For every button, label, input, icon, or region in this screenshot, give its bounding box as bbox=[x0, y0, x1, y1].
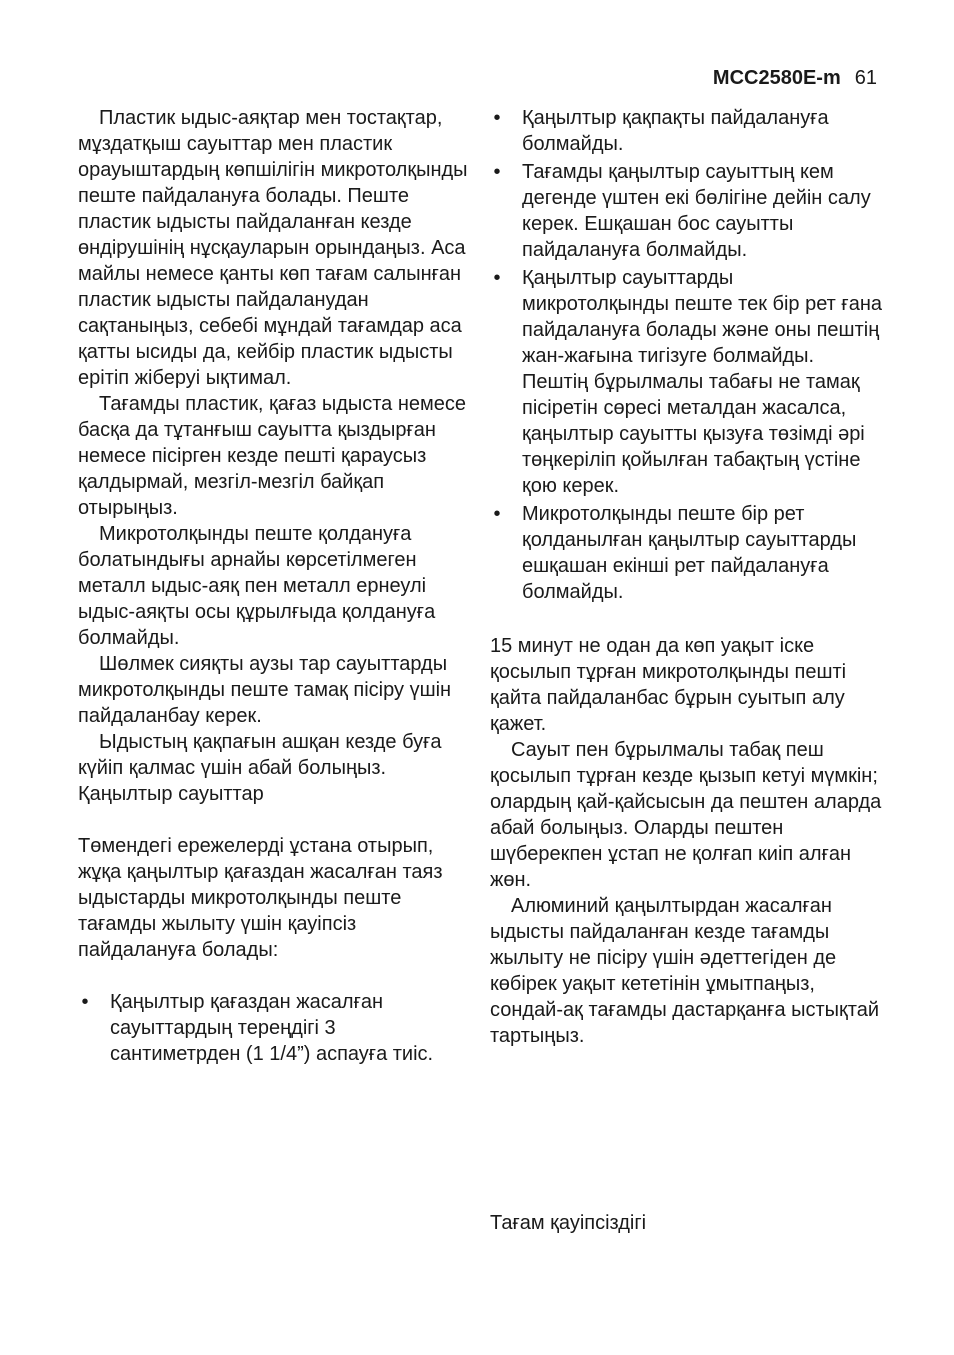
bullet-icon: • bbox=[493, 267, 501, 289]
cool-down-paragraph: 15 минут не одан да көп уақыт іске қосылып тұрған микротолқынды пешті қайта пайдаланбас бұрын суытып алу қажет. bbox=[490, 635, 847, 735]
list-item bbox=[490, 105, 885, 157]
list-item-text: Микротолқынды пеште бір рет қолданылған қаңылтыр сауыттарды ешқашан екінші рет пайдалануға болмайды. bbox=[522, 503, 857, 603]
hot-turntable-paragraph: Сауыт пен бұрылмалы табақ пеш қосылып тұрған кезде қызып кетуі мүмкін; олардың қай-қайсысын да пештен аларда абай болыңыз. Оларды пештен шүберекпен ұстап не қолғап киіп алған жөн. bbox=[490, 739, 882, 891]
list-item bbox=[490, 265, 885, 499]
foil-rules-list-right bbox=[490, 105, 885, 605]
page-number: 61 bbox=[854, 67, 877, 89]
bullet-icon: • bbox=[493, 503, 501, 525]
foil-rules-intro-paragraph: Төмендегі ережелерді ұстана отырып, жұқа қаңылтыр қағаздан жасалған таяз ыдыстарды микротолқынды пеште тағамды жылыту үшін қауіпсіз пайдалануға болады: bbox=[78, 835, 443, 961]
metal-dishes-paragraph: Микротолқынды пеште қолдануға болатындығы арнайы көрсетілмеген металл ыдыс-аяқ пен металл ернеулі ыдыс-аяқты осы құрылғыда қолдануға болмайды. bbox=[78, 523, 436, 649]
spacer bbox=[78, 963, 468, 989]
list-item bbox=[490, 501, 885, 605]
left-column bbox=[78, 105, 468, 1069]
narrow-neck-paragraph: Шөлмек сияқты аузы тар сауыттарды микротолқынды пеште тамақ пісіру үшін пайдаланбау керек. bbox=[78, 653, 452, 727]
plastic-containers-paragraph: Пластик ыдыс-аяқтар мен тостақтар, мұздатқыш сауыттар мен пластик орауыштардың көпшілігін микротолқынды пеште пайдалануға болады. Пеште пластик ыдысты пайдаланған кезде өндірушінің нұсқауларын орындаңыз. Аса майлы немесе қанты көп тағам салынған пластик ыдысты пайдаланудан сақтаныңыз, себебі мұндай тағамдар аса қатты ысиды да, кейбір пластик ыдысты ерітіп жіберуі ықтимал. bbox=[78, 107, 468, 389]
model-number: MCC2580E-m bbox=[712, 67, 841, 89]
right-column bbox=[490, 105, 885, 1049]
section-heading-foil-containers: Қаңылтыр сауыттар bbox=[78, 783, 264, 805]
foil-rules-list-left bbox=[78, 989, 468, 1067]
list-item-text: Қаңылтыр қағаздан жасалған сауыттардың тереңдігі 3 сантиметрден (1 1/4”) аспауға тиіс. bbox=[110, 991, 434, 1065]
unattended-heating-paragraph: Тағамды пластик, қағаз ыдыста немесе басқа да тұтанғыш сауытта қыздырған немесе пісірген кезде пешті қараусыз қалдырмай, мезгіл-мезгіл байқап отырыңыз. bbox=[78, 393, 467, 519]
list-item bbox=[78, 989, 468, 1067]
page-header bbox=[713, 66, 877, 90]
section-heading-food-safety: Тағам қауіпсіздігі bbox=[490, 1212, 647, 1234]
bullet-icon: • bbox=[81, 991, 89, 1013]
list-item-text: Қаңылтыр сауыттарды микротолқынды пеште тек бір рет ғана пайдалануға болады және оны пештің жан-жағына тигізуге болмайды. Пештің бұрылмалы табағы не тамақ пісіретін сөресі металдан жасалса, қаңылтыр сауытты қызуға төзімді әрі төңкеріліп қойылған табақтың үстіне қою керек. bbox=[522, 267, 882, 497]
list-item-text: Қаңылтыр қақпақты пайдалануға болмайды. bbox=[522, 107, 829, 155]
list-item bbox=[490, 159, 885, 263]
steam-warning-paragraph: Ыдыстың қақпағын ашқан кезде буға күйіп қалмас үшін абай болыңыз. bbox=[78, 731, 442, 779]
bullet-icon: • bbox=[493, 161, 501, 183]
spacer bbox=[490, 607, 885, 633]
spacer bbox=[78, 807, 468, 833]
list-item-text: Тағамды қаңылтыр сауыттың кем дегенде үштен екі бөлігіне дейін салу керек. Ешқашан бос сауытты пайдалануға болмайды. bbox=[522, 161, 871, 261]
bullet-icon: • bbox=[493, 107, 501, 129]
aluminium-foil-paragraph: Алюминий қаңылтырдан жасалған ыдысты пайдаланған кезде тағамды жылыту не пісіру үшін әдеттегіден де көбірек уақыт кететінін ұмытпаңыз, сондай-ақ тағамды дастарқанға ыстықтай тартыңыз. bbox=[490, 895, 880, 1047]
